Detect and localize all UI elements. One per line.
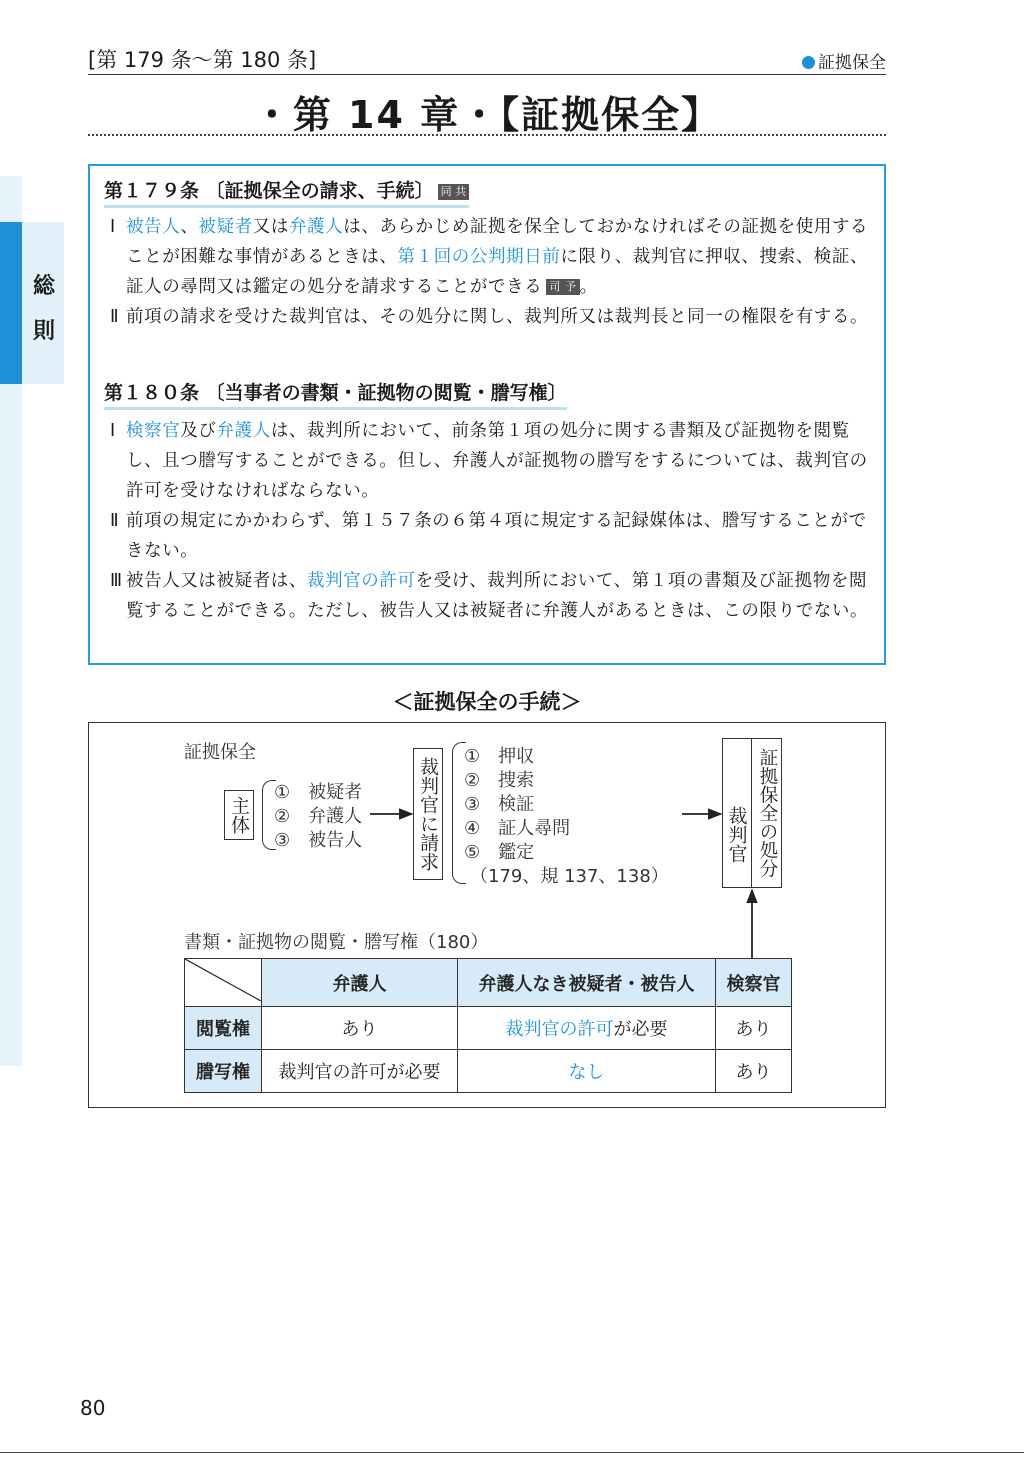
cell-text: あり bbox=[341, 1019, 378, 1040]
article-180-heading bbox=[104, 378, 567, 410]
table-cell bbox=[262, 1007, 458, 1050]
judge-disposition-box bbox=[722, 738, 782, 888]
para-body bbox=[126, 212, 870, 302]
measure-5: ⑤ 鑑定 bbox=[464, 842, 535, 863]
access-rights-table bbox=[184, 958, 792, 1093]
article-179-para-2 bbox=[104, 302, 870, 332]
table-cell bbox=[458, 1050, 716, 1093]
article-180-title: 第１８０条 〔当事者の書類・証拠物の閲覧・謄写権〕 bbox=[104, 382, 567, 404]
corner-diagonal bbox=[185, 959, 261, 1001]
text-run: 及び bbox=[180, 421, 217, 441]
bottom-rule bbox=[0, 1452, 1024, 1453]
table-cell bbox=[458, 1007, 716, 1050]
subject-1: ① 被疑者 bbox=[274, 782, 363, 803]
cell-text: あり bbox=[735, 1019, 772, 1040]
subject-3: ③ 被告人 bbox=[274, 830, 363, 851]
article-180-para-1 bbox=[104, 416, 870, 506]
column-header: 弁護人なき被疑者・被告人 bbox=[458, 959, 716, 1007]
highlighted-term: 検察官 bbox=[126, 421, 181, 441]
para-number: Ⅰ bbox=[110, 421, 116, 441]
text-run: 被告人又は被疑者は、 bbox=[126, 571, 307, 591]
measure-1: ① 押収 bbox=[464, 746, 535, 767]
article-179-para-1 bbox=[104, 212, 870, 302]
measure-4: ④ 証人尋問 bbox=[464, 818, 571, 839]
cell-text: あり bbox=[735, 1062, 772, 1083]
disposition-box: 証拠保全の処分 bbox=[757, 747, 778, 878]
table-cell bbox=[262, 1050, 458, 1093]
title-divider bbox=[88, 134, 886, 136]
measure-2: ② 捜索 bbox=[464, 770, 535, 791]
table-corner-cell bbox=[185, 959, 262, 1007]
text-run: 又は bbox=[252, 217, 289, 237]
section-label bbox=[802, 48, 886, 73]
subject-box: 主体 bbox=[224, 790, 254, 840]
chapter-title: ・第 14 章・【証拠保全】 bbox=[252, 93, 722, 137]
text-run: は、裁判所において、前条第１項の処分に関する書類及び証拠物を閲覧し、且つ謄写することができる。但し、弁護人が証拠物の謄写をするについては、裁判官の許可を受けなければならない。 bbox=[126, 421, 868, 501]
table-row bbox=[185, 1050, 792, 1093]
table-cell bbox=[716, 1007, 792, 1050]
para-runs bbox=[126, 217, 868, 297]
para-body bbox=[126, 566, 870, 626]
cell-text: 裁判官の許可が必要 bbox=[278, 1062, 441, 1083]
para-body: 前項の請求を受けた裁判官は、その処分に関し、裁判所又は裁判長と同一の権限を有する。 bbox=[126, 307, 869, 327]
table-row bbox=[185, 1007, 792, 1050]
text-run: 、 bbox=[180, 217, 199, 237]
table-caption: 書類・証拠物の閲覧・謄写権（180） bbox=[184, 932, 489, 953]
para-number: Ⅱ bbox=[110, 307, 120, 327]
subject-2: ② 弁護人 bbox=[274, 806, 363, 827]
side-tab-char-2: 則 bbox=[32, 319, 55, 344]
request-box: 裁判官に請求 bbox=[413, 748, 443, 880]
exam-tag: 司 予 bbox=[546, 279, 579, 295]
highlighted-term: 第１回の公判期日前 bbox=[397, 247, 561, 267]
running-header bbox=[88, 44, 886, 75]
highlighted-term: 裁判官の許可 bbox=[307, 571, 416, 591]
para-body bbox=[126, 416, 870, 506]
cell-text-highlight: なし bbox=[568, 1062, 605, 1083]
article-179-title: 第１７９条 〔証拠保全の請求、手続〕 bbox=[104, 180, 434, 202]
side-tab-accent bbox=[0, 222, 22, 384]
highlighted-term: 被告人 bbox=[126, 217, 181, 237]
row-header: 閲覧権 bbox=[185, 1007, 262, 1050]
column-header: 検察官 bbox=[716, 959, 792, 1007]
diagram-label: 証拠保全 bbox=[184, 742, 256, 763]
highlighted-term: 弁護人 bbox=[216, 421, 271, 441]
cell-text-highlight: 裁判官の許可 bbox=[505, 1019, 614, 1040]
text-run: に限り、裁判官に押収、捜索、検証、証人の尋問又は鑑定の処分を請求することができる bbox=[126, 247, 869, 297]
side-tab-label bbox=[28, 264, 60, 354]
cell-text-suffix: が必要 bbox=[613, 1019, 668, 1040]
section-bullet-icon bbox=[802, 56, 815, 69]
measures-reference: （179、規 137、138） bbox=[470, 866, 669, 887]
para-end: 。 bbox=[579, 277, 598, 297]
side-tab-char-1: 総 bbox=[32, 274, 55, 299]
table-header-row bbox=[185, 959, 792, 1007]
section-name: 証拠保全 bbox=[818, 53, 886, 73]
exam-tag: 同 共 bbox=[438, 184, 470, 200]
row-header: 謄写権 bbox=[185, 1050, 262, 1093]
measure-3: ③ 検証 bbox=[464, 794, 535, 815]
article-180-para-3 bbox=[104, 566, 870, 626]
side-tab bbox=[0, 222, 64, 384]
para-number: Ⅱ bbox=[110, 511, 120, 531]
para-body: 前項の規定にかかわらず、第１５７条の６第４項に規定する記録媒体は、謄写することができない。 bbox=[126, 511, 867, 561]
text-run: は、あらかじめ証拠を保全しておかなければその証拠を使用することが困難な事情があるときは、 bbox=[126, 217, 869, 267]
article-179-heading bbox=[104, 176, 469, 208]
table-cell bbox=[716, 1050, 792, 1093]
article-range: [第 179 条～第 180 条] bbox=[88, 48, 317, 72]
para-number: Ⅰ bbox=[110, 217, 116, 237]
para-number: Ⅲ bbox=[110, 571, 123, 591]
page-number: 80 bbox=[80, 1396, 106, 1420]
judge-box: 裁判官 bbox=[722, 738, 752, 888]
highlighted-term: 弁護人 bbox=[288, 217, 344, 237]
article-180-para-2 bbox=[104, 506, 870, 566]
text-run: を受け、裁判所において、第１項の書類及び証拠物を閲覧することができる。ただし、被告人又は被疑者に弁護人があるときは、この限りでない。 bbox=[126, 571, 869, 621]
highlighted-term: 被疑者 bbox=[198, 217, 253, 237]
diagram-title: ＜証拠保全の手続＞ bbox=[392, 690, 582, 714]
column-header: 弁護人 bbox=[262, 959, 458, 1007]
